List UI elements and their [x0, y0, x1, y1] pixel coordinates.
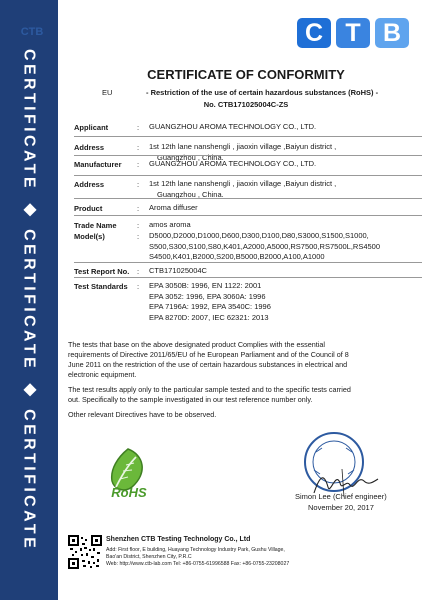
- field-divider: [74, 136, 422, 137]
- field-value: [149, 266, 424, 277]
- statement-line: June 2011 on the restriction of the use of certain hazardous substances in electrical and: [68, 360, 348, 369]
- field-divider: [74, 198, 422, 199]
- field-colon: :: [137, 180, 140, 189]
- field-value-line: EPA 3050B: 1996, EN 1122: 2001: [149, 281, 262, 290]
- field-label: Model(s): [74, 232, 105, 241]
- field-label: Applicant: [74, 123, 109, 132]
- logo-letter-c: C: [297, 18, 331, 48]
- field-colon: :: [137, 221, 140, 230]
- rohs-label: RoHS: [111, 485, 147, 500]
- eu-label: EU: [102, 88, 113, 97]
- footer-address-1: Add: First floor, E building, Huayang Technology Industry Park, Gushu Village,: [106, 547, 285, 553]
- field-label: Test Report No.: [74, 267, 130, 276]
- field-colon: :: [137, 204, 140, 213]
- field-value: [149, 220, 424, 231]
- field-value-line: S500,S300,S100,S80,K401,A2000,A5000,RS7500,RS7500L,RS4500: [149, 241, 381, 251]
- field-value: [149, 203, 424, 214]
- field-label: Trade Name: [74, 221, 117, 230]
- statement-line: The tests that base on the above designated product Complies with the essential: [68, 340, 325, 349]
- field-colon: :: [137, 143, 140, 152]
- field-label: Test Standards: [74, 282, 128, 291]
- field-label: Address: [74, 143, 105, 152]
- statement-line: out. Specifically to the sample investigated in our test reference number only.: [68, 395, 313, 404]
- logo-letter-t: T: [336, 18, 370, 48]
- signer-name: Simon Lee (Chief engineer): [295, 492, 387, 501]
- field-label: Manufacturer: [74, 160, 122, 169]
- qr-code-icon: [68, 535, 102, 569]
- field-value-line: 1st 12th lane nanshengli , jiaoxin village ,Baiyun district ,: [149, 142, 337, 151]
- field-value: [149, 231, 424, 263]
- field-value-line: 1st 12th lane nanshengli , jiaoxin village ,Baiyun district ,: [149, 179, 337, 188]
- field-value: [149, 159, 424, 170]
- certificate-sidebar: [0, 0, 58, 600]
- field-colon: :: [137, 160, 140, 169]
- field-value-line: CTB171025004C: [149, 266, 207, 275]
- field-value: [149, 122, 424, 133]
- logo-letter-b: B: [375, 18, 409, 48]
- certificate-title: CERTIFICATE OF CONFORMITY: [147, 67, 345, 82]
- statement-line: The test results apply only to the particular sample tested and to the specific tests carried: [68, 385, 351, 394]
- statement-line: Other relevant Directives have to be observed.: [68, 410, 217, 419]
- field-value-line: amos aroma: [149, 220, 191, 229]
- field-divider: [74, 262, 422, 263]
- field-label: Product: [74, 204, 103, 213]
- field-value: [149, 281, 424, 323]
- field-divider: [74, 175, 422, 176]
- field-value-line: EPA 3052: 1996, EPA 3060A: 1996: [149, 291, 266, 301]
- field-value-line: EPA 7196A: 1992, EPA 3540C: 1996: [149, 302, 271, 311]
- issue-date: November 20, 2017: [308, 503, 374, 512]
- field-value-line: S4500,K401,B2000,S200,B5000,B2000,A100,A1000: [149, 252, 325, 261]
- statement-line: requirements of Directive 2011/65/EU of he European Parliament and of the Council of 8: [68, 350, 349, 359]
- ctb-logo: [297, 18, 409, 48]
- field-colon: :: [137, 282, 140, 291]
- field-value-line: GUANGZHOU AROMA TECHNOLOGY CO., LTD.: [149, 122, 317, 131]
- field-value: [149, 179, 424, 200]
- sidebar-text: CERTIFICATE ◆ CERTIFICATE ◆ CERTIFICATE: [20, 48, 38, 552]
- field-divider: [74, 277, 422, 278]
- field-divider: [74, 155, 422, 156]
- footer-company: Shenzhen CTB Testing Technology Co., Ltd: [106, 536, 251, 543]
- certificate-number: No. CTB171025004C-ZS: [203, 100, 289, 109]
- seal-text: CTB: [20, 26, 44, 38]
- field-divider: [74, 215, 422, 216]
- restriction-subtitle: - Restriction of the use of certain hazardous substances (RoHS) -: [146, 88, 379, 97]
- field-value-line: D5000,D2000,D1000,D600,D300,D100,D80,S3000,S1500,S1000,: [149, 231, 369, 240]
- field-value-line: Aroma diffuser: [149, 203, 198, 212]
- field-label: Address: [74, 180, 105, 189]
- footer-address-2: Bao'an District, Shenzhen City, P.R.C: [106, 554, 192, 560]
- field-colon: :: [137, 123, 140, 132]
- footer-contact: Web: http://www.ctb-lab.com Tel: +86-0755-61996588 Fax: +86-0755-23208027: [106, 561, 290, 567]
- field-value-line: EPA 8270D: 2007, IEC 62321: 2013: [149, 312, 269, 322]
- field-value-line: Guangzhou , China.: [157, 189, 224, 199]
- field-colon: :: [137, 267, 140, 276]
- field-colon: :: [137, 232, 140, 241]
- statement-line: electronic equipment.: [68, 370, 137, 379]
- field-value-line: Guangzhou , China.: [157, 152, 224, 162]
- field-value-line: GUANGZHOU AROMA TECHNOLOGY CO., LTD.: [149, 159, 317, 168]
